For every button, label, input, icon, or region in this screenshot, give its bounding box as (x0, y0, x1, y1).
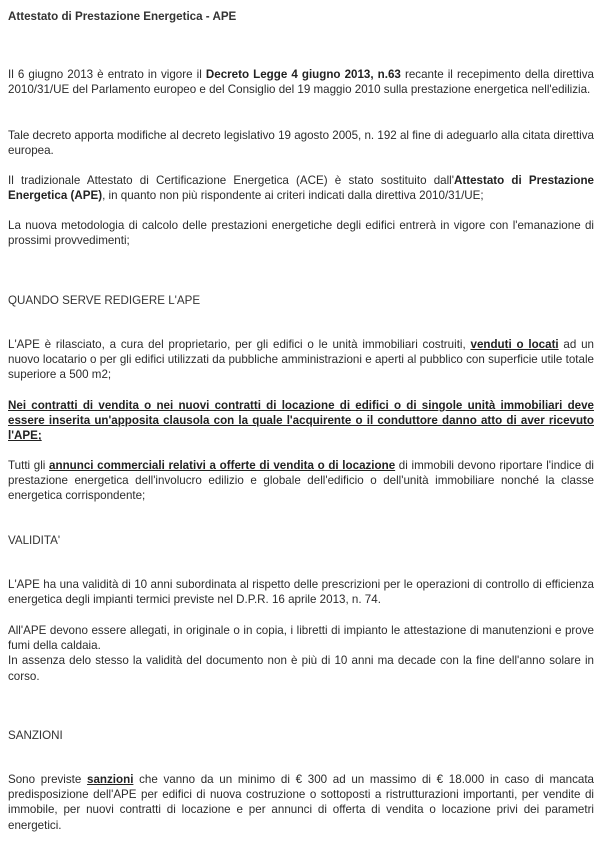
validity-paragraph-1: L'APE ha una validità di 10 anni subordinata al rispetto delle prescrizioni per le operazioni di controllo di efficienza energetica degli impianti termici previste nel D.P.R. 16 aprile 2013, n. 74. (8, 578, 594, 607)
validity-p2-text-b: In assenza delo stesso la validità del documento non è più di 10 anni ma decade con la fine dell'anno solare in corso. (8, 654, 594, 683)
when-p3-text-c: di immobili devono riportare l'indice di prestazione energetica dell'involucro edilizio e globale dell'edificio o dell'unità immobiliare nonché la classe energetica corrispondente; (8, 459, 594, 503)
section-heading-when: QUANDO SERVE REDIGERE L'APE (8, 294, 201, 307)
when-paragraph-3 (8, 458, 594, 504)
commercial-ads-emphasis: annunci commerciali relativi a offerte di vendita o di locazione (49, 459, 396, 472)
intro-p1-text-c: recante il recepimento della direttiva 2010/31/UE del Parlamento europeo e del Consiglio del 19 maggio 2010 sulla prestazione energetica nell'edilizia. (8, 68, 595, 97)
validity-p2-text-a: All'APE devono essere allegati, in originale o in copia, i libretti di impianto le attestazione di manutenzioni e prove fumi della caldaia. (8, 624, 594, 653)
validity-paragraph-2 (8, 623, 594, 684)
intro-paragraph-2: Tale decreto apporta modifiche al decreto legislativo 19 agosto 2005, n. 192 al fine di adeguarlo alla citata direttiva europea. (8, 129, 594, 158)
when-p3-text-a: Tutti gli (8, 459, 50, 472)
when-p1-text-a: L'APE è rilasciato, a cura del proprietario, per gli edifici o le unità immobiliari costruiti, (8, 338, 471, 351)
sanctions-p1-text-c: che vanno da un minimo di € 300 ad un massimo di € 18.000 in caso di mancata predisposizione dell'APE per edifici di nuova costruzione o sottoposti a ristrutturazioni importanti, per vendite di immobile, per nuovi contratti di locazione e per annunci di offerta di vendita o locazione privi dei parametri energetici. (8, 773, 594, 832)
intro-paragraph-1 (8, 67, 594, 97)
intro-paragraph-4: La nuova metodologia di calcolo delle prestazioni energetiche degli edifici entrerà in vigore con l'emanazione di prossimi provvedimenti; (8, 219, 594, 248)
intro-p3-text-a: Il tradizionale Attestato di Certificazione Energetica (ACE) è stato sostituito dall' (8, 174, 454, 187)
intro-p3-text-c: , in quanto non più rispondente ai criteri indicati dalla direttiva 2010/31/UE; (102, 189, 484, 203)
sanctions-emphasis: sanzioni (87, 773, 134, 786)
decree-reference: Decreto Legge 4 giugno 2013, n.63 (205, 68, 401, 81)
sold-or-leased-emphasis: venduti o locati (470, 338, 559, 351)
section-heading-validity: VALIDITA' (8, 534, 61, 547)
sanctions-paragraph-1 (8, 772, 594, 833)
sanctions-p1-text-a: Sono previste (8, 773, 88, 786)
when-p1-text-c: ad un nuovo locatario o per gli edifici utilizzati da pubbliche amministrazioni e aperti al pubblico con superficie utile totale superiore a 500 m2; (8, 338, 595, 382)
section-heading-sanctions: SANZIONI (8, 729, 63, 742)
when-paragraph-1 (8, 337, 594, 383)
page-title: Attestato di Prestazione Energetica - APE (8, 10, 237, 23)
intro-paragraph-3 (8, 173, 594, 203)
ape-name: Attestato di Prestazione Energetica (APE) (8, 174, 594, 203)
intro-p1-text-a: Il 6 giugno 2013 è entrato in vigore il (8, 68, 206, 81)
when-paragraph-2: Nei contratti di vendita o nei nuovi contratti di locazione di edifici o di singole unità immobiliari deve essere inserita un'apposita clausola con la quale l'acquirente o il conduttore danno atto di aver ricevuto l'APE; (8, 399, 594, 443)
